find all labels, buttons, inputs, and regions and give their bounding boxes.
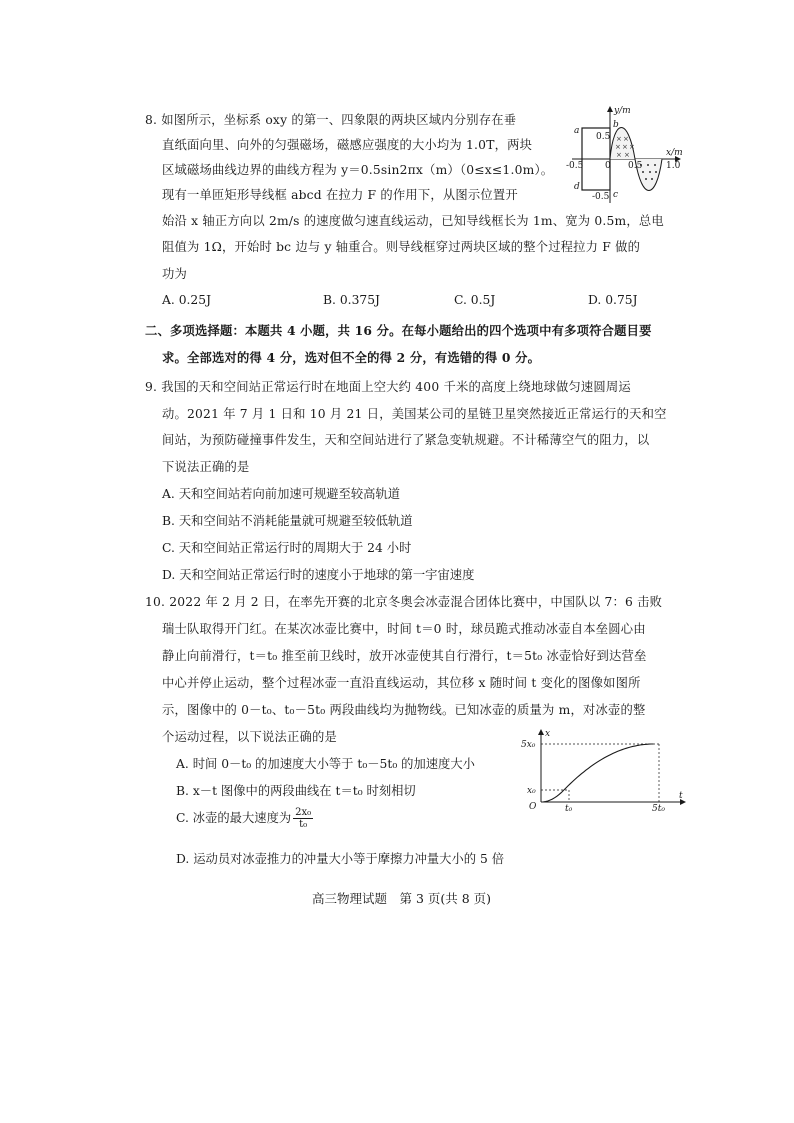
q10-line-3: 静止向前滑行，t＝t₀ 推至前卫线时，放开冰壶使其自行滑行，t＝5t₀ 冰壶恰好到达营垒: [162, 649, 647, 663]
svg-text:×: ×: [623, 135, 629, 143]
q8-option-d[interactable]: D. 0.75J: [588, 293, 638, 307]
q10-option-d[interactable]: D. 运动员对冰壶推力的冲量大小等于摩擦力冲量大小的 5 倍: [176, 852, 505, 866]
q8-x-axis-label: x/m: [666, 148, 683, 158]
q10-t-tick-t0: t₀: [565, 804, 573, 812]
svg-text:×: ×: [616, 151, 622, 159]
q8-tick-neg-x: -0.5: [566, 161, 584, 171]
q8-line-1: 8. 如图所示，坐标系 oxy 的第一、四象限的两块区域内分别存在垂: [145, 113, 517, 127]
q10-line-6: 个运动过程，以下说法正确的是: [162, 730, 337, 744]
svg-text:×: ×: [629, 143, 635, 151]
q8-option-a[interactable]: A. 0.25J: [162, 293, 212, 307]
q10-line-4: 中心并停止运动，整个过程冰壶一直沿直线运动，其位移 x 随时间 t 变化的图像如图所: [162, 676, 641, 690]
q10-line-5: 示，图像中的 0－t₀、t₀－5t₀ 两段曲线均为抛物线。已知冰壶的质量为 m，对冰壶的整: [162, 703, 646, 717]
q8-tick-pos-y: 0.5: [596, 132, 611, 142]
section2-heading-line2: 求。全部选对的得 4 分，选对但不全的得 2 分，有选错的得 0 分。: [162, 350, 541, 365]
q10-option-c-denominator: t₀: [299, 819, 308, 830]
q8-figure: [566, 103, 684, 207]
q9-line-3: 间站，为预防碰撞事件发生，天和空间站进行了紧急变轨规避。不计稀薄空气的阻力，以: [162, 433, 650, 447]
q8-line-2: 直纸面向里、向外的匀强磁场，磁感应强度的大小均为 1.0T，两块: [162, 138, 533, 152]
q8-line-3: 区域磁场曲线边界的曲线方程为 y＝0.5sin2πx（m）（0≤x≤1.0m）。: [162, 163, 554, 177]
q10-option-c[interactable]: [176, 807, 315, 830]
q10-line-1: 10. 2022 年 2 月 2 日，在率先开赛的北京冬奥会冰壶混合团体比赛中，中国队以 7：6 击败: [145, 595, 663, 609]
q8-label-d: d: [574, 182, 580, 192]
q8-line-4: 现有一单匝矩形导线框 abcd 在拉力 F 的作用下，从图示位置开: [162, 188, 518, 202]
q8-y-axis-label: y/m: [614, 106, 631, 116]
q8-label-a: a: [574, 126, 580, 136]
q9-option-d[interactable]: D. 天和空间站正常运行时的速度小于地球的第一宇宙速度: [162, 568, 475, 582]
svg-text:×: ×: [615, 143, 621, 151]
q10-option-c-fraction: [293, 807, 313, 830]
q10-t-tick-5t0: 5t₀: [652, 804, 665, 812]
q8-option-b[interactable]: B. 0.375J: [323, 293, 380, 307]
q10-option-c-numerator: 2x₀: [295, 807, 312, 818]
q9-line-1: 9. 我国的天和空间站正常运行时在地面上空大约 400 千米的高度上绕地球做匀速圆周运: [145, 380, 631, 394]
q10-y-tick-x0: x₀: [527, 786, 536, 796]
q9-line-2: 动。2021 年 7 月 1 日和 10 月 21 日，美国某公司的星链卫星突然接近正常运行的天和空: [162, 407, 667, 421]
q10-xt-curve: [541, 744, 654, 802]
q10-line-2: 瑞士队取得开门红。在某次冰壶比赛中，时间 t＝0 时，球员跪式推动冰壶自本垒圆心由: [162, 622, 646, 636]
q8-label-c: c: [613, 190, 619, 200]
q10-origin: O: [529, 802, 537, 812]
svg-text:×: ×: [616, 135, 622, 143]
q8-tick-x-half: 0.5: [628, 161, 643, 171]
page-footer: 高三物理试题 第 3 页(共 8 页): [312, 891, 492, 906]
q9-option-c[interactable]: C. 天和空间站正常运行时的周期大于 24 小时: [162, 541, 412, 555]
q8-line-7: 功为: [162, 267, 187, 281]
q8-origin: 0: [605, 161, 611, 171]
q10-t-axis-label: t: [679, 791, 683, 801]
q8-label-b: b: [613, 120, 619, 130]
q10-option-b[interactable]: B. x－t 图像中的两段曲线在 t＝t₀ 时刻相切: [176, 784, 416, 798]
q9-line-4: 下说法正确的是: [162, 460, 250, 474]
q10-option-a[interactable]: A. 时间 0－t₀ 的加速度大小等于 t₀－5t₀ 的加速度大小: [176, 757, 475, 771]
q8-tick-x-one: 1.0: [666, 161, 681, 171]
q10-xt-graph: [519, 724, 689, 812]
q8-tick-neg-y: -0.5: [592, 192, 610, 202]
q8-option-c[interactable]: C. 0.5J: [454, 293, 496, 307]
q8-line-5: 始沿 x 轴正方向以 2m/s 的速度做匀速直线运动，已知导线框长为 1m、宽为 0.5m，总电: [162, 214, 664, 228]
q10-y-tick-5x0: 5x₀: [521, 740, 536, 750]
q9-option-a[interactable]: A. 天和空间站若向前加速可规避至较高轨道: [162, 487, 401, 501]
section2-heading-line1: 二、多项选择题：本题共 4 小题，共 16 分。在每小题给出的四个选项中有多项符合题目要: [145, 323, 652, 338]
q9-option-b[interactable]: B. 天和空间站不消耗能量就可规避至较低轨道: [162, 514, 413, 528]
q10-option-c-text: C. 冰壶的最大速度为: [176, 811, 292, 825]
q8-line-6: 阻值为 1Ω，开始时 bc 边与 y 轴重合。则导线框穿过两块区域的整个过程拉力 F 做的: [162, 240, 641, 254]
svg-text:×: ×: [622, 143, 628, 151]
q10-x-axis-label: x: [545, 729, 551, 739]
svg-text:×: ×: [624, 151, 630, 159]
